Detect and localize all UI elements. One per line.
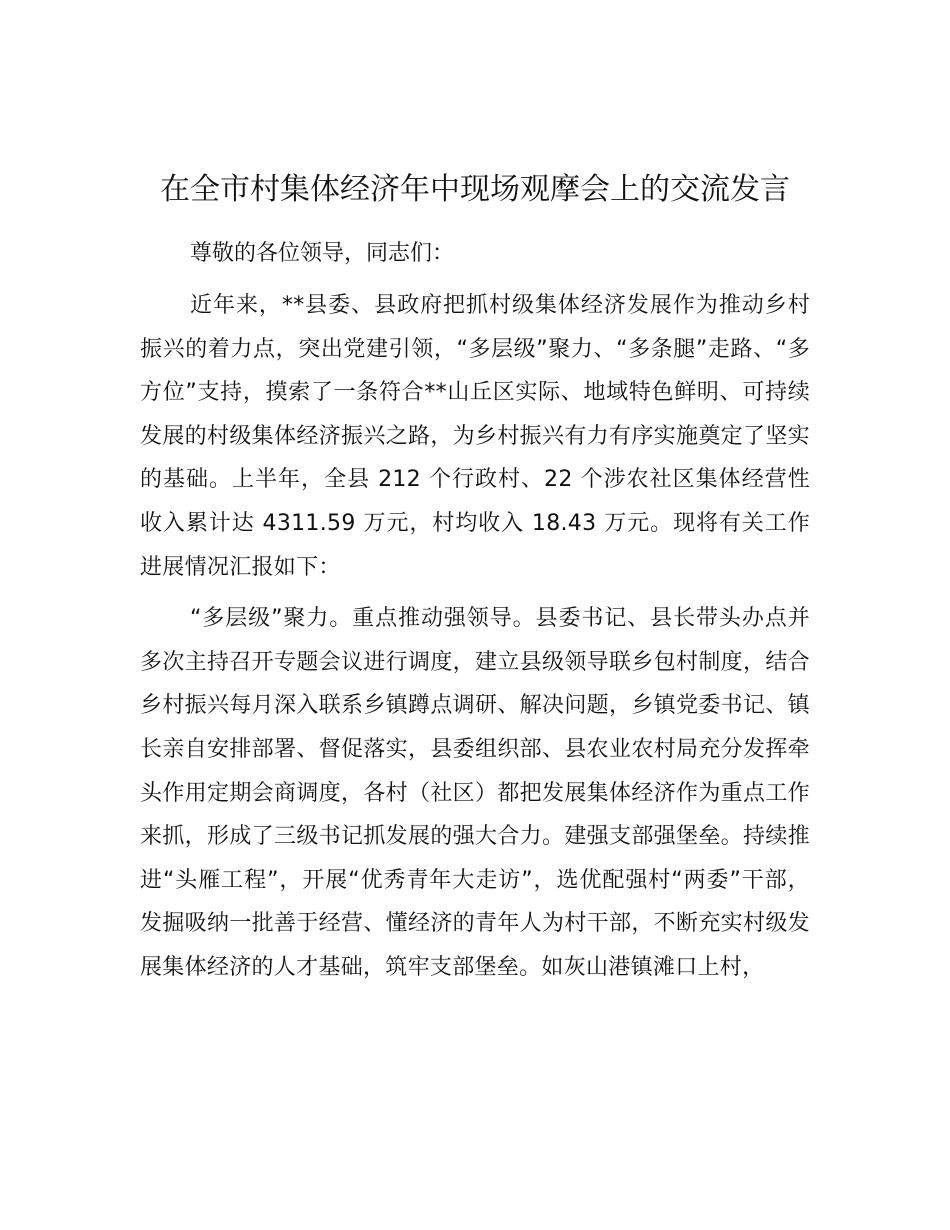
salutation: 尊敬的各位领导，同志们： xyxy=(190,241,455,266)
document-title: 在全市村集体经济年中现场观摩会上的交流发言 xyxy=(160,172,790,207)
body-paragraph: “多层级”聚力。重点推动强领导。县委书记、县长带头办点并多次主持召开专题会议进行调度，建立县级领导联乡包村制度，结合乡村振兴每月深入联系乡镇蹲点调研、解决问题，乡镇党委书记、镇长亲自安排部署、督促落实，县委组织部、县农业农村局充分发挥牵头作用定期会商调度，各村（社区）都把发展集体经济作为重点工作来抓，形成了三级书记抓发展的强大合力。建强支部强堡垒。持续推进“头雁工程”，开展“优秀青年大走访”，选优配强村“两委”干部，发掘吸纳一批善于经营、懂经济的青年人为村干部，不断充实村级发展集体经济的人才基础，筑牢支部堡垒。如灰山港镇滩口上村， xyxy=(140,606,810,980)
body-paragraph: 近年来，**县委、县政府把抓村级集体经济发展作为推动乡村振兴的着力点，突出党建引领，“多层级”聚力、“多条腿”走路、“多方位”支持，摸索了一条符合**山丘区实际、地域特色鲜明、可持续发展的村级集体经济振兴之路，为乡村振兴有力有序实施奠定了坚实的基础。上半年，全县 212 个行政村、22 个涉农社区集体经营性收入累计达 4311.59 万元，村均收入 18.43 万元。现将有关工作进展情况汇报如下： xyxy=(140,293,810,580)
